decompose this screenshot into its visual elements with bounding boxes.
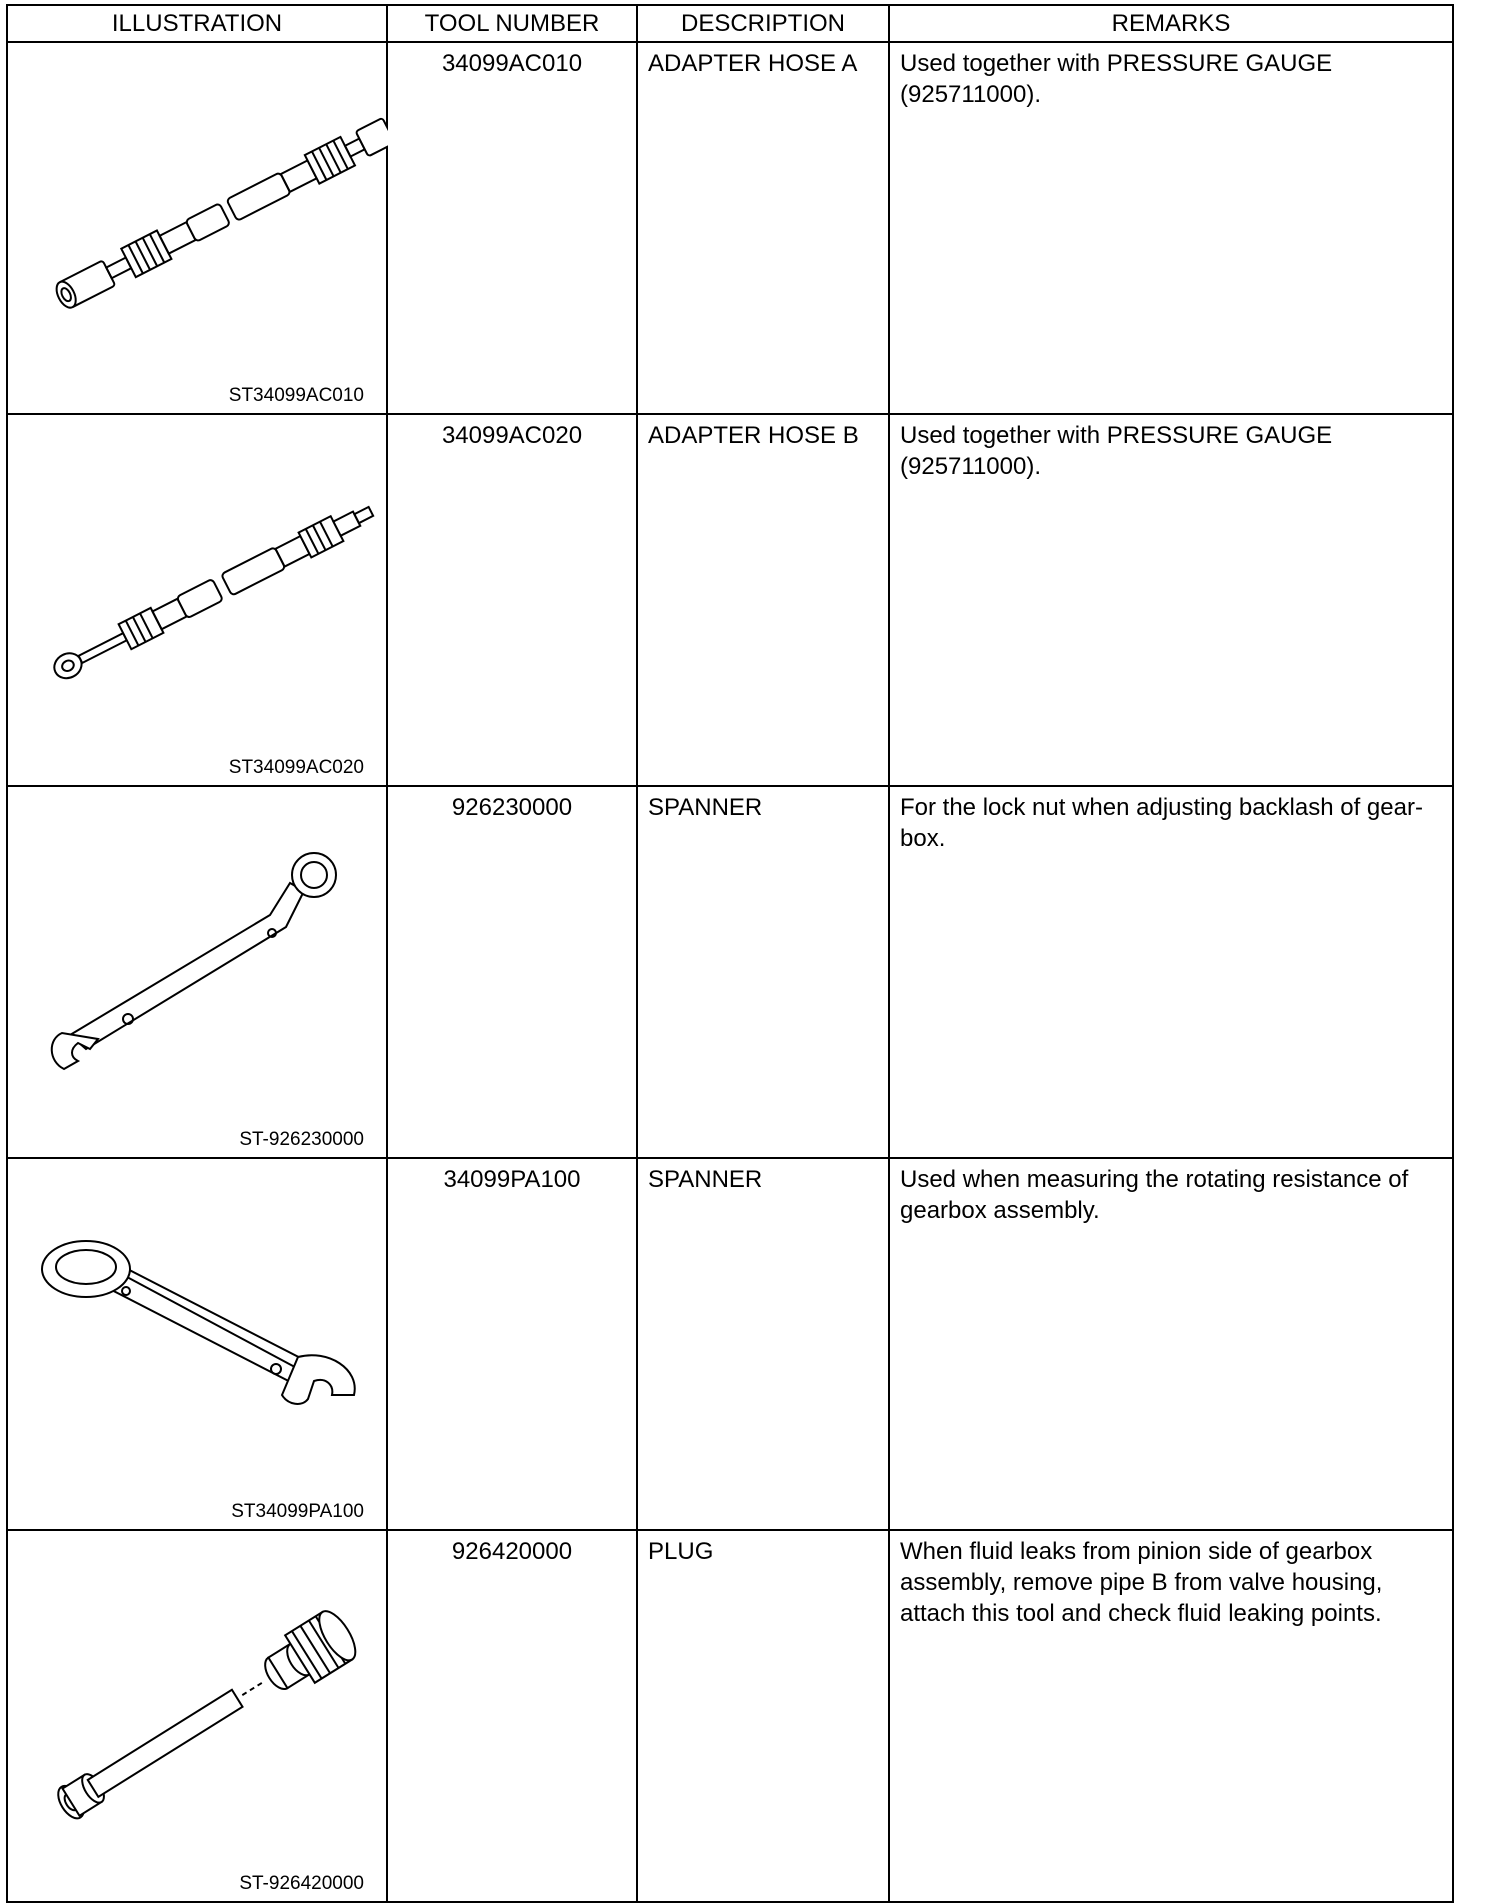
- description-cell: SPANNER: [637, 1158, 889, 1530]
- description-cell: PLUG: [637, 1530, 889, 1902]
- description-cell: SPANNER: [637, 786, 889, 1158]
- tool-number-cell: 926420000: [387, 1530, 637, 1902]
- remarks-cell: Used together with PRESSURE GAUGE (925711000).: [889, 414, 1453, 786]
- illustration-caption: ST-926420000: [239, 1873, 364, 1894]
- table-row: [7, 1530, 1453, 1902]
- tool-number-cell: 34099PA100: [387, 1158, 637, 1530]
- illustration-cell: [7, 1530, 387, 1902]
- tool-number-cell: 34099AC020: [387, 414, 637, 786]
- tool-number-cell: 926230000: [387, 786, 637, 1158]
- description-cell: ADAPTER HOSE A: [637, 42, 889, 414]
- remarks-cell: For the lock nut when adjusting backlash of gear-box.: [889, 786, 1453, 1158]
- header-tool-number: TOOL NUMBER: [387, 5, 637, 42]
- illustration-cell: [7, 1158, 387, 1530]
- header-row: [7, 5, 1453, 42]
- tool-number-cell: 34099AC010: [387, 42, 637, 414]
- description-cell: ADAPTER HOSE B: [637, 414, 889, 786]
- header-illustration: ILLUSTRATION: [7, 5, 387, 42]
- adapter-hose-b-icon: [8, 415, 388, 755]
- offset-spanner-icon: [8, 787, 388, 1127]
- illustration-caption: ST34099PA100: [231, 1501, 364, 1522]
- remarks-cell: When fluid leaks from pinion side of gearbox assembly, remove pipe B from valve housing, attach this tool and check fluid leaking points.: [889, 1530, 1453, 1902]
- plug-icon: [8, 1531, 388, 1871]
- header-description: DESCRIPTION: [637, 5, 889, 42]
- table-row: [7, 1158, 1453, 1530]
- combination-spanner-icon: [8, 1159, 388, 1499]
- illustration-cell: [7, 786, 387, 1158]
- remarks-cell: Used when measuring the rotating resistance of gearbox assembly.: [889, 1158, 1453, 1530]
- remarks-cell: Used together with PRESSURE GAUGE (925711000).: [889, 42, 1453, 414]
- special-tools-table: [6, 4, 1454, 1903]
- illustration-caption: ST34099AC020: [228, 757, 364, 778]
- table-row: [7, 786, 1453, 1158]
- table-row: [7, 414, 1453, 786]
- illustration-caption: ST34099AC010: [228, 385, 364, 406]
- adapter-hose-a-icon: [8, 43, 388, 383]
- illustration-cell: [7, 414, 387, 786]
- header-remarks: REMARKS: [889, 5, 1453, 42]
- illustration-cell: [7, 42, 387, 414]
- illustration-caption: ST-926230000: [239, 1129, 364, 1150]
- table-row: [7, 42, 1453, 414]
